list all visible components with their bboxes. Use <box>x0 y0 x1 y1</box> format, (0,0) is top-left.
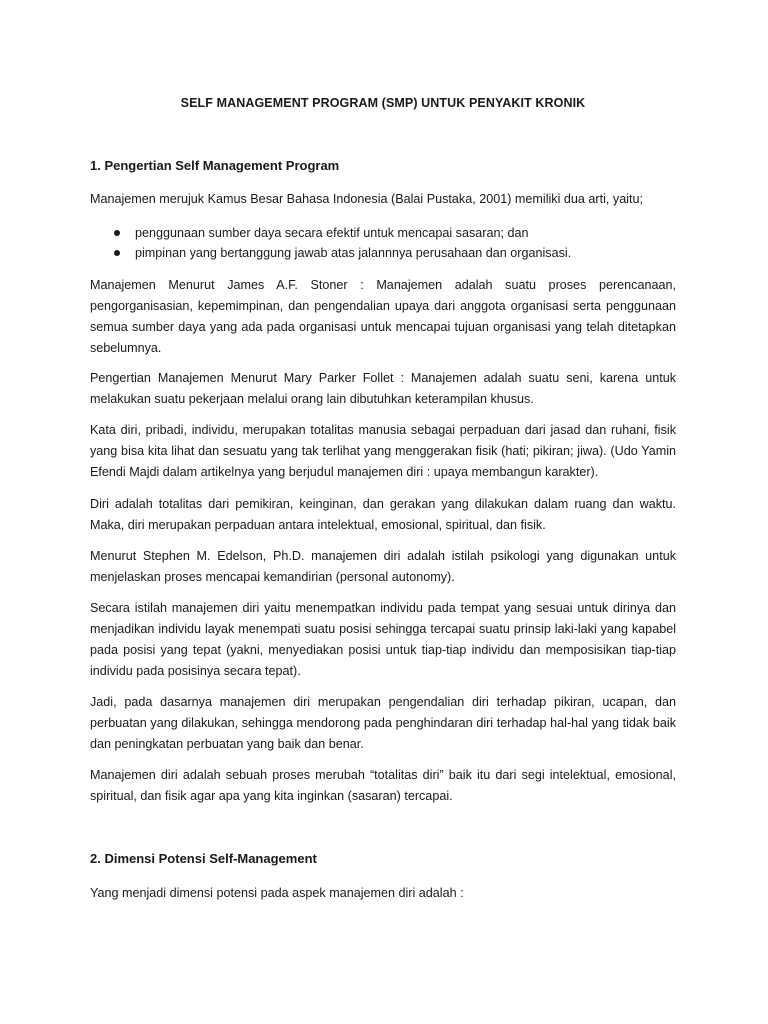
definition-list <box>90 223 676 263</box>
bullet-icon <box>114 230 120 236</box>
section-2-intro: Yang menjadi dimensi potensi pada aspek manajemen diri adalah : <box>90 886 464 900</box>
list-item <box>90 243 676 263</box>
paragraph-proses: Manajemen diri adalah sebuah proses merubah “totalitas diri” baik itu dari segi intelektual, emosional, spiritual, dan fisik agar apa yang kita inginkan (sasaran) tercapai. <box>90 768 676 803</box>
document-title: SELF MANAGEMENT PROGRAM (SMP) UNTUK PENYAKIT KRONIK <box>180 96 586 110</box>
bullet-icon <box>114 250 120 256</box>
list-item-text: pimpinan yang bertanggung jawab atas jalannnya perusahaan dan organisasi. <box>135 246 572 260</box>
paragraph-stoner: Manajemen Menurut James A.F. Stoner : Manajemen adalah suatu proses perencanaan, pengorganisasian, kepemimpinan, dan pengendalian upaya dari anggota organisasi serta penggunaan semua sumber daya yang ada pada organisasi untuk mencapai tujuan organisasi yang telah ditetapkan sebelumnya. <box>90 278 676 355</box>
paragraph-jadi: Jadi, pada dasarnya manajemen diri merupakan pengendalian diri terhadap pikiran, ucapan, dan perbuatan yang dilakukan, sehingga mendorong pada penghindaran diri terhadap hal-hal yang tidak baik dan peningkatan perbuatan yang baik dan benar. <box>90 695 676 751</box>
paragraph-follet: Pengertian Manajemen Menurut Mary Parker Follet : Manajemen adalah suatu seni, karena untuk melakukan suatu pekerjaan melalui orang lain dibutuhkan keterampilan khusus. <box>90 371 676 406</box>
paragraph-kata-diri: Kata diri, pribadi, individu, merupakan totalitas manusia sebagai perpaduan dari jasad dan ruhani, fisik yang bisa kita lihat dan sesuatu yang tak terlihat yang menggerakan fisik (hati; pikiran; jiwa). (Udo Yamin Efendi Majdi dalam artikelnya yang berjudul manajemen diri : upaya membangun karakter). <box>90 423 676 479</box>
paragraph-edelson: Menurut Stephen M. Edelson, Ph.D. manajemen diri adalah istilah psikologi yang digunakan untuk menjelaskan proses mencapai kemandirian (personal autonomy). <box>90 549 676 584</box>
document-page <box>90 0 676 1024</box>
paragraph-diri-totalitas: Diri adalah totalitas dari pemikiran, keinginan, dan gerakan yang dilakukan dalam ruang dan waktu. Maka, diri merupakan perpaduan antara intelektual, emosional, spiritual, dan fisik. <box>90 497 676 532</box>
list-item-text: penggunaan sumber daya secara efektif untuk mencapai sasaran; dan <box>135 226 529 240</box>
list-item <box>90 223 676 243</box>
section-1-intro: Manajemen merujuk Kamus Besar Bahasa Indonesia (Balai Pustaka, 2001) memiliki dua arti, yaitu; <box>90 192 643 206</box>
section-1-heading: 1. Pengertian Self Management Program <box>90 158 340 173</box>
section-2-heading: 2. Dimensi Potensi Self-Management <box>90 851 317 866</box>
paragraph-istilah: Secara istilah manajemen diri yaitu menempatkan individu pada tempat yang sesuai untuk dirinya dan menjadikan individu layak menempati suatu posisi sehingga tercapai suatu prinsip laki-laki yang kapabel pada posisi yang tepat (yakni, menyediakan posisi untuk tiap-tiap individu dan memposisikan tiap-tiap individu pada posisinya secara tepat). <box>90 601 676 678</box>
